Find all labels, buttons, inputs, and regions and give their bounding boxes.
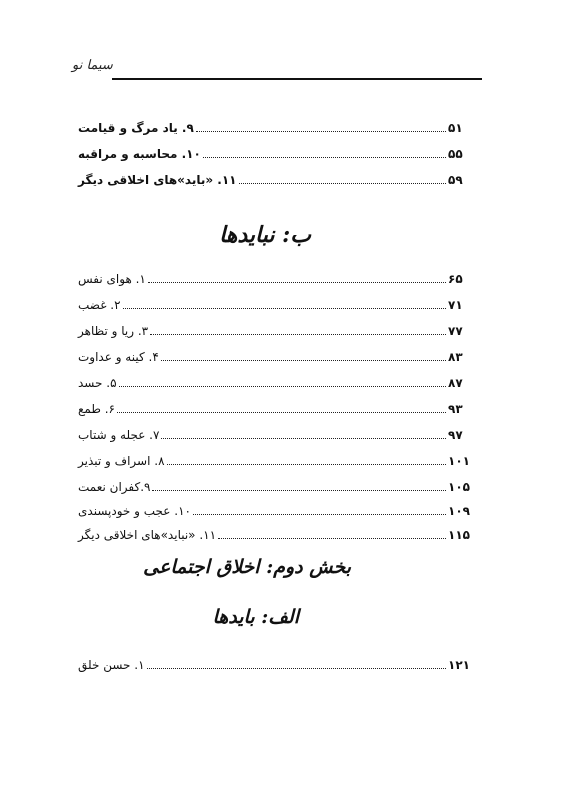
toc-entry[interactable] xyxy=(78,524,470,542)
toc-entry[interactable] xyxy=(78,320,470,338)
toc-entry-page: ۵۵ xyxy=(448,147,463,161)
dot-leader xyxy=(123,308,446,309)
toc-entry-title: ۸. اسراف و تبذیر xyxy=(78,454,165,468)
toc-entry-page: ۱۰۹ xyxy=(448,504,470,518)
toc-entry-title: ۹.کفران نعمت xyxy=(78,480,151,494)
toc-entry-page: ۷۷ xyxy=(448,324,463,338)
toc-entry[interactable] xyxy=(78,268,470,286)
dot-leader xyxy=(152,490,446,491)
toc-entry[interactable] xyxy=(78,294,470,312)
dot-leader xyxy=(161,360,446,361)
header-rule xyxy=(112,78,482,80)
toc-entry-page: ۸۳ xyxy=(448,350,463,364)
dot-leader xyxy=(117,412,446,413)
toc-entry[interactable] xyxy=(78,372,470,390)
section-heading-b: ب: نبایدها xyxy=(219,222,311,248)
toc-entry-page: ۵۹ xyxy=(448,173,463,187)
toc-entry[interactable] xyxy=(78,117,470,135)
toc-entry-title: ۲. غضب xyxy=(78,298,121,312)
toc-entry[interactable] xyxy=(78,169,470,187)
toc-entry-title: ۹. یاد مرگ و قیامت xyxy=(78,121,194,135)
toc-entry-page: ۵۱ xyxy=(448,121,463,135)
toc-entry-page: ۹۳ xyxy=(448,402,463,416)
toc-entry[interactable] xyxy=(78,346,470,364)
dot-leader xyxy=(193,514,446,515)
toc-entry[interactable] xyxy=(78,500,470,518)
toc-entry-page: ۱۲۱ xyxy=(448,658,470,672)
dot-leader xyxy=(150,334,446,335)
toc-entry-page: ۹۷ xyxy=(448,428,463,442)
part-two-heading: بخش دوم: اخلاق اجتماعی xyxy=(143,556,351,578)
toc-entry-title: ۱۱. «باید»های اخلاقی دیگر xyxy=(78,173,237,187)
dot-leader xyxy=(148,282,446,283)
toc-entry[interactable] xyxy=(78,476,470,494)
toc-entry-title: ۱. هوای نفس xyxy=(78,272,146,286)
dot-leader xyxy=(161,438,446,439)
toc-entry-page: ۶۵ xyxy=(448,272,463,286)
section-heading-alef: الف: بایدها xyxy=(212,606,299,628)
toc-entry-title: ۷. عجله و شتاب xyxy=(78,428,160,442)
toc-entry-title: ۱. حسن خلق xyxy=(78,658,145,672)
dot-leader xyxy=(147,668,446,669)
toc-entry-page: ۱۰۱ xyxy=(448,454,470,468)
toc-entry-title: ۵. حسد xyxy=(78,376,117,390)
toc-entry-title: ۶. طمع xyxy=(78,402,115,416)
toc-entry-title: ۱۰. محاسبه و مراقبه xyxy=(78,147,201,161)
toc-entry[interactable] xyxy=(78,143,470,161)
dot-leader xyxy=(167,464,446,465)
toc-entry-title: ۳. ریا و تظاهر xyxy=(78,324,149,338)
toc-entry-title: ۱۰. عجب و خودپسندی xyxy=(78,504,191,518)
toc-entry[interactable] xyxy=(78,424,470,442)
dot-leader xyxy=(218,538,446,539)
toc-entry-page: ۱۱۵ xyxy=(448,528,470,542)
toc-entry-title: ۱۱. «نباید»های اخلاقی دیگر xyxy=(78,528,217,542)
running-header-mark: ﺳﻴﻤﺎ ﻧﻮ xyxy=(72,58,113,73)
toc-entry-title: ۴. کینه و عداوت xyxy=(78,350,159,364)
toc-entry[interactable] xyxy=(78,450,470,468)
toc-entry[interactable] xyxy=(78,398,470,416)
toc-entry-page: ۸۷ xyxy=(448,376,463,390)
toc-entry-page: ۱۰۵ xyxy=(448,480,470,494)
dot-leader xyxy=(196,131,446,132)
dot-leader xyxy=(203,157,446,158)
toc-entry[interactable] xyxy=(78,654,470,672)
toc-entry-page: ۷۱ xyxy=(448,298,463,312)
dot-leader xyxy=(119,386,446,387)
dot-leader xyxy=(239,183,446,184)
